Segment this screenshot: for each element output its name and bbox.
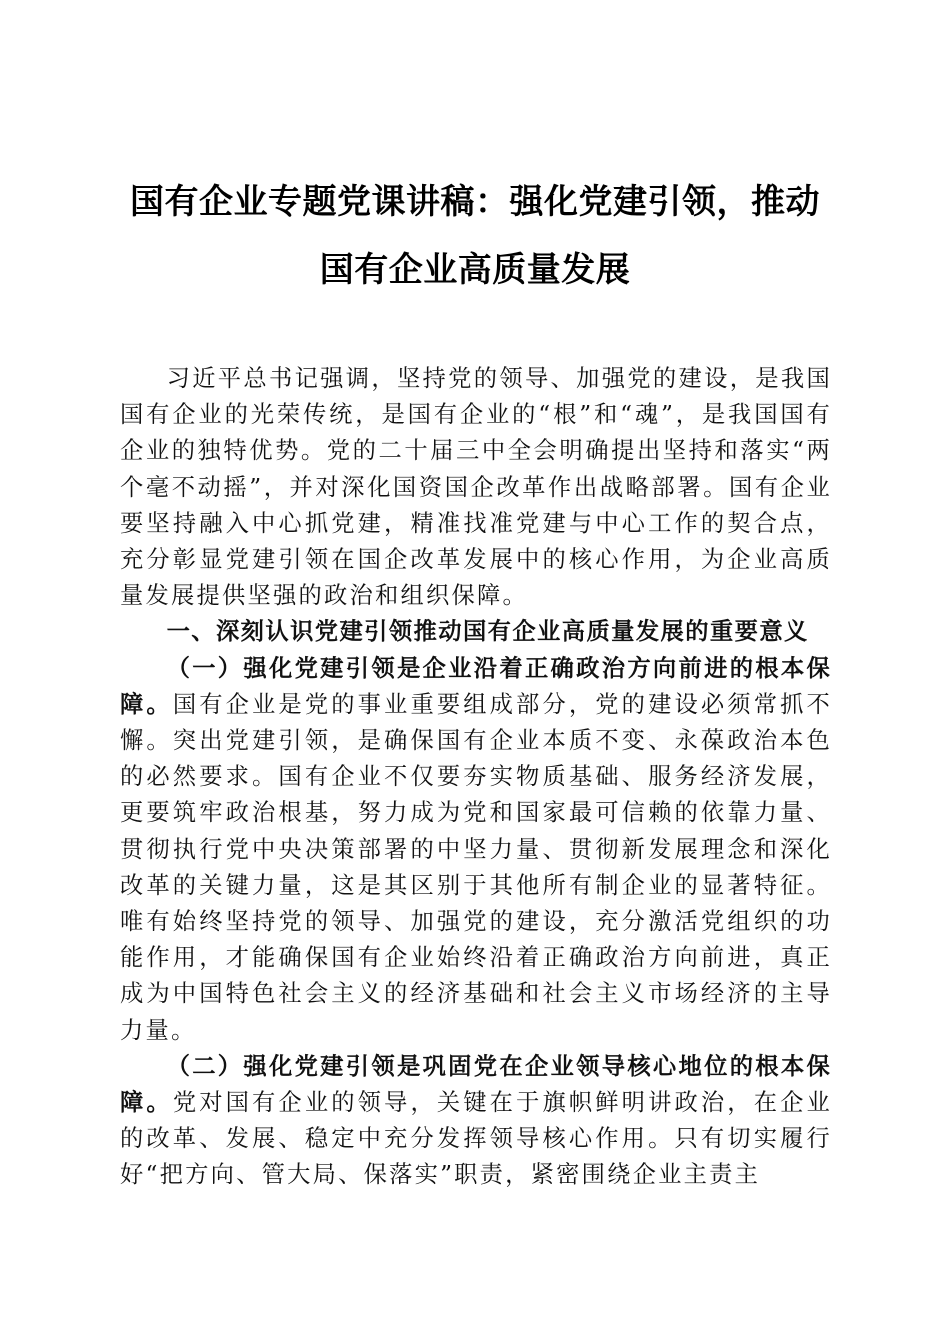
document-body [120,361,832,1194]
title-line-1: 国有企业专题党课讲稿：强化党建引领，推动 [130,182,820,222]
section-heading-1: 一、深刻认识党建引领推动国有企业高质量发展的重要意义 [166,618,809,646]
subsection-body-2: 党对国有企业的领导，关键在于旗帜鲜明讲政治，在企业的改革、发展、稳定中充分发挥领导核心作用。只有切实履行好“把方向、管大局、保落实”职责，紧密围绕企业主责主 [120,1089,832,1189]
subsection-body-1: 国有企业是党的事业重要组成部分，党的建设必须常抓不懈。突出党建引领，是确保国有企业本质不变、永葆政治本色的必然要求。国有企业不仅要夯实物质基础、服务经济发展，更要筑牢政治根基，努力成为党和国家最可信赖的依靠力量、贯彻执行党中央决策部署的中坚力量、贯彻新发展理念和深化改革的关键力量，这是其区别于其他所有制企业的显著特征。唯有始终坚持党的领导、加强党的建设，充分激活党组织的功能作用，才能确保国有企业始终沿着正确政治方向前进，真正成为中国特色社会主义的经济基础和社会主义市场经济的主导力量。 [120,690,832,1044]
document-title [100,168,850,304]
intro-paragraph: 习近平总书记强调，坚持党的领导、加强党的建设，是我国国有企业的光荣传统，是国有企业的“根”和“魂”，是我国国有企业的独特优势。党的二十届三中全会明确提出坚持和落实“两个毫不动摇”，并对深化国资国企改革作出战略部署。国有企业要坚持融入中心抓党建，精准找准党建与中心工作的契合点，充分彰显党建引领在国企改革发展中的核心作用，为企业高质量发展提供坚强的政治和组织保障。 [120,365,832,610]
title-line-2: 国有企业高质量发展 [319,250,631,290]
subsection-paragraph-2 [120,1049,832,1194]
subsection-lead-1: （一）强化党建引领是企业沿着正确政治方向前进的根本保障。 [120,654,832,718]
subsection-paragraph-1 [120,651,832,1049]
subsection-lead-2: （二）强化党建引领是巩固党在企业领导核心地位的根本保障。 [120,1052,832,1117]
